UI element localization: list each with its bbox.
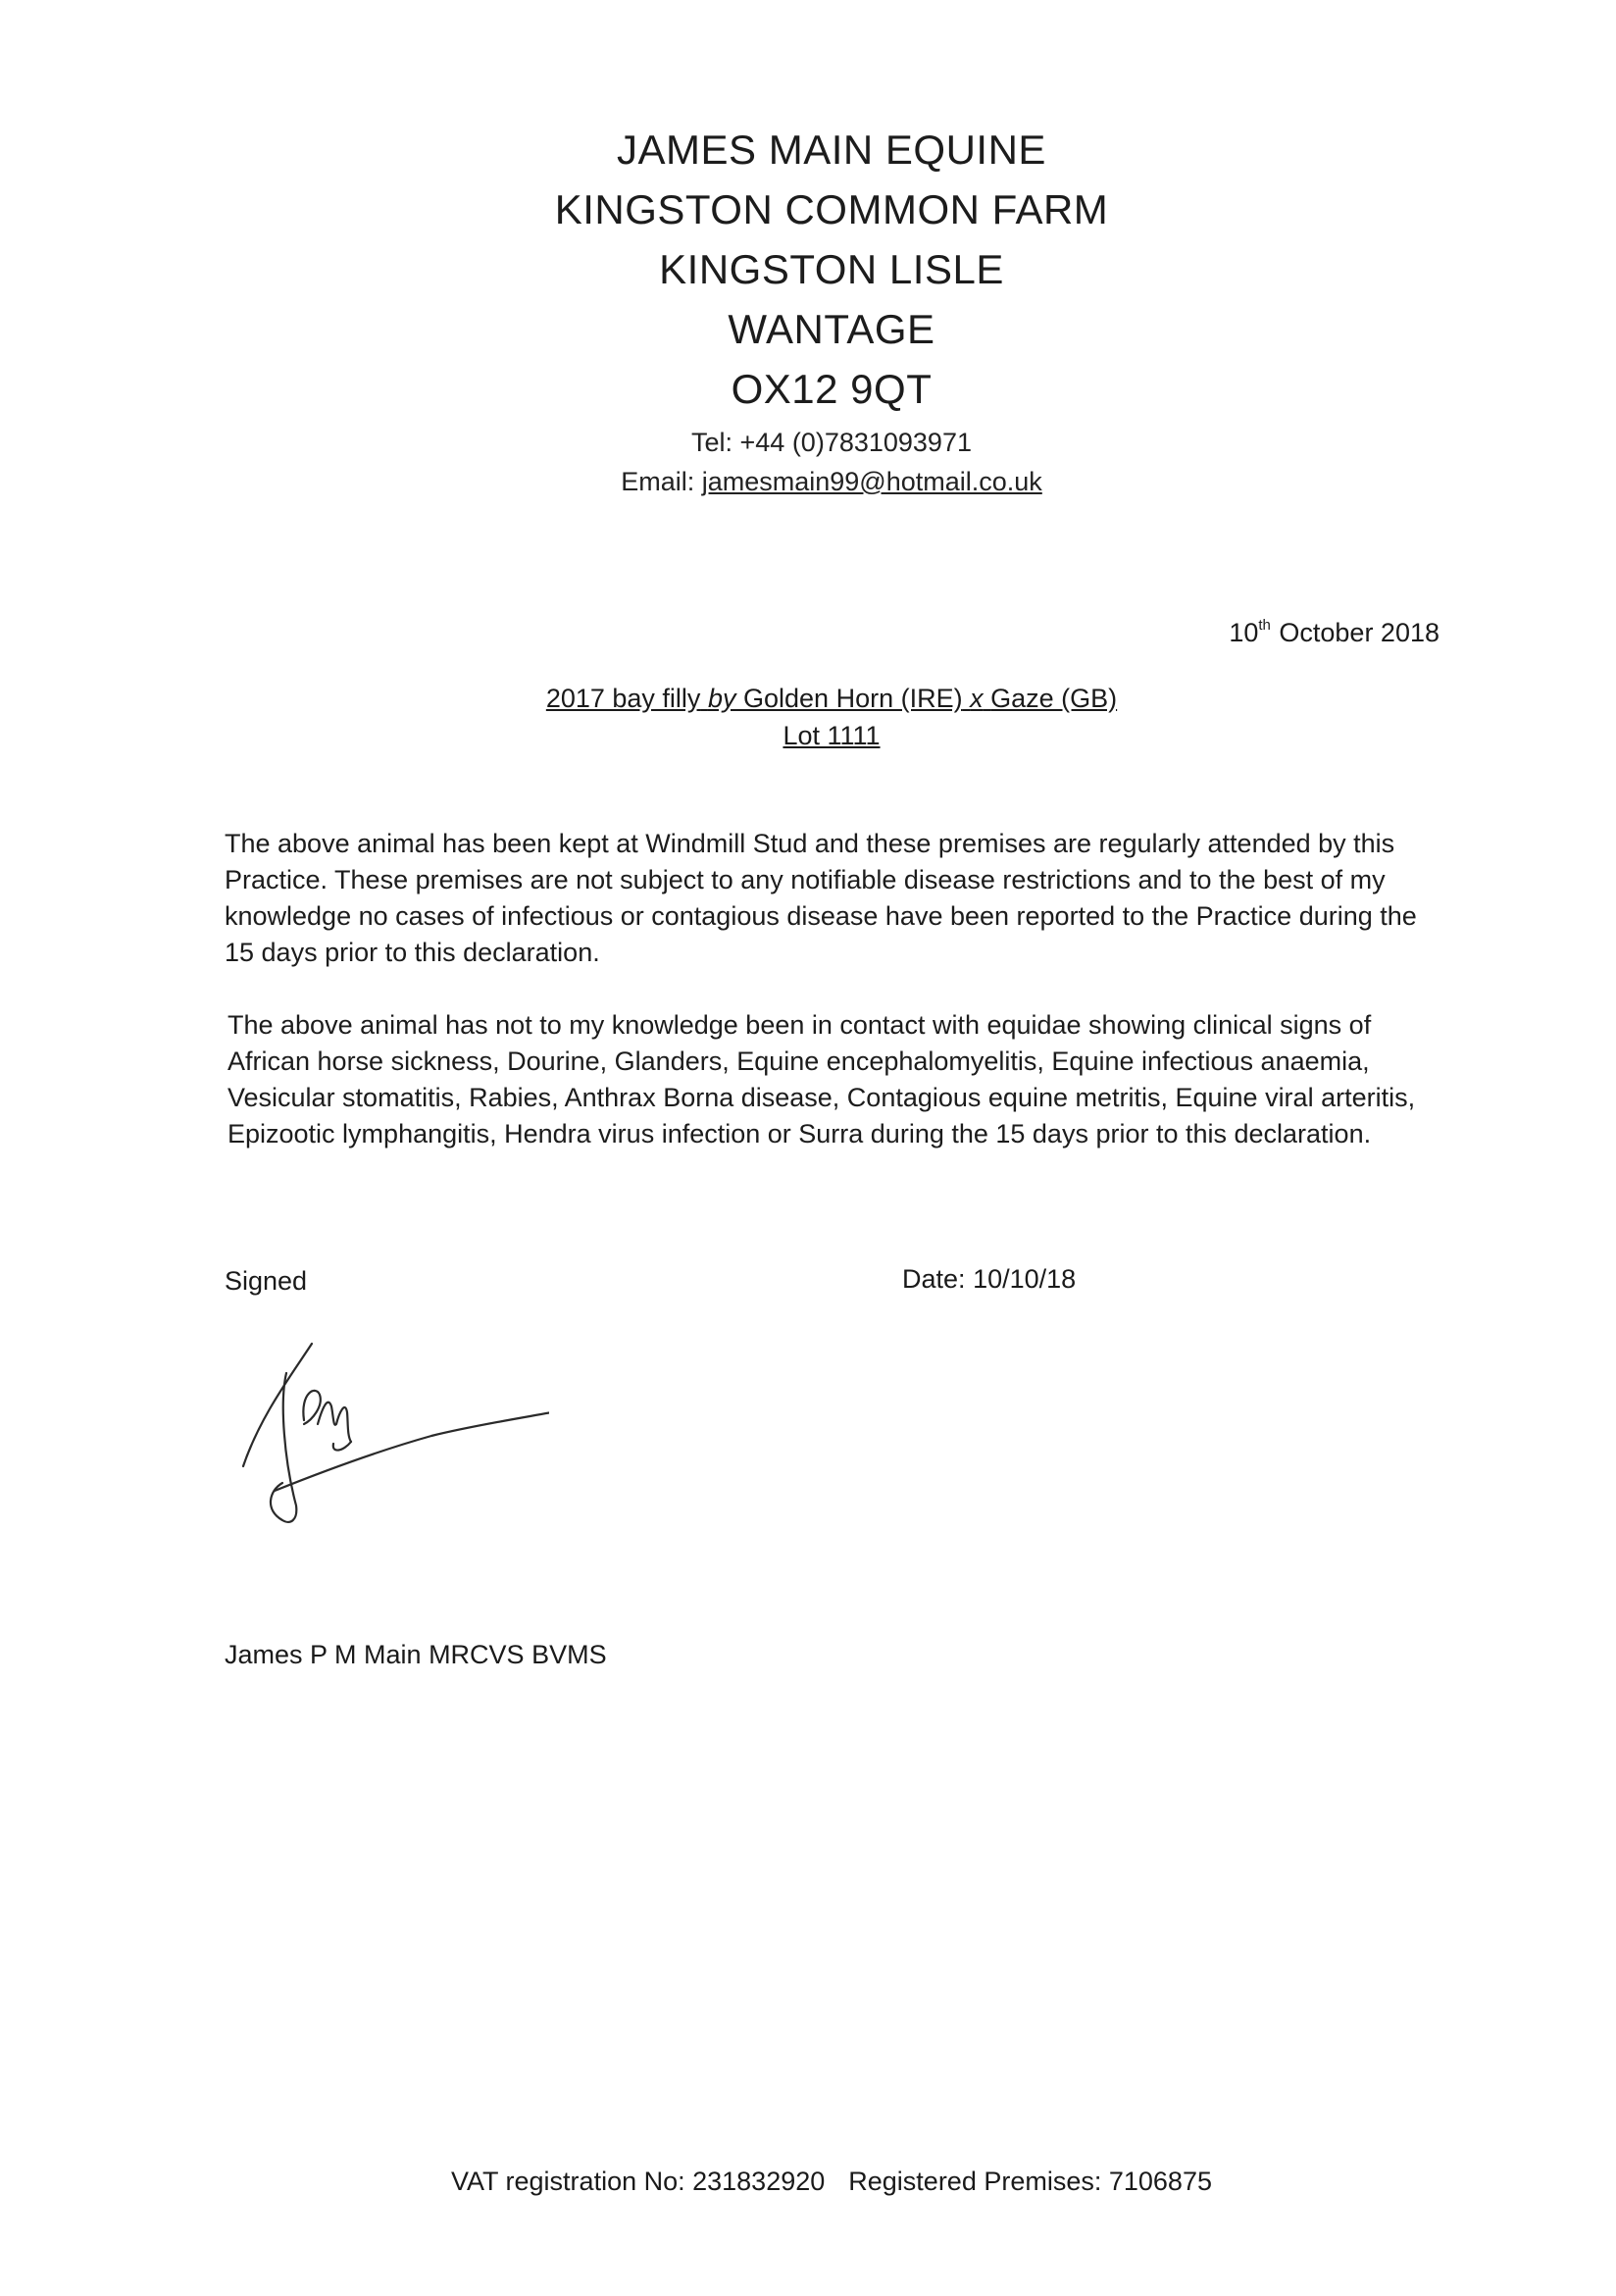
body-paragraph-2: The above animal has not to my knowledge been in contact with equidae showing clinical signs of African horse sickness, Dourine, Glanders, Equine encephalomyelitis, Equine infectious anaemia, Vesicular stomatitis, Rabies, Anthrax Borna disease, Contagious equine metritis, Equine viral arteritis, Epizootic lymphangitis, Hendra virus infection or Surra during the 15 days prior to this declaration. xyxy=(227,1010,1416,1148)
telephone: Tel: +44 (0)7831093971 xyxy=(691,428,972,457)
practice-name: JAMES MAIN EQUINE xyxy=(617,127,1046,173)
registered-premises: Registered Premises: 7106875 xyxy=(848,2167,1212,2196)
address-line-1: KINGSTON COMMON FARM xyxy=(554,186,1109,232)
signature-stroke-p xyxy=(303,1391,320,1424)
subject-dam: Gaze (GB) xyxy=(990,684,1118,713)
subject-heading xyxy=(0,680,1616,754)
signature-stroke-slash xyxy=(243,1344,312,1466)
letter-date-rest: October 2018 xyxy=(1279,618,1439,647)
signature-stroke-j xyxy=(271,1373,296,1522)
body-paragraph-1: The above animal has been kept at Windmill Stud and these premises are regularly attended by this Practice. These premises are not subject to any notifiable disease restrictions and to the best of my knowledge no cases of infectious or contagious disease have been reported to the Practice during the 15 days prior to this declaration. xyxy=(225,829,1417,967)
address-line-2: KINGSTON LISLE xyxy=(659,246,1004,292)
letter-date-day: 10 xyxy=(1229,618,1259,647)
signature-date-label: Date: xyxy=(902,1264,966,1294)
subject-sire: Golden Horn (IRE) xyxy=(743,684,963,713)
address-postcode: OX12 9QT xyxy=(731,366,933,412)
handwritten-signature xyxy=(235,1334,549,1540)
subject-lot: Lot 1111 xyxy=(783,721,881,750)
signature-stroke-m xyxy=(318,1403,351,1442)
subject-prefix: 2017 bay filly xyxy=(545,684,701,713)
subject-cross: x xyxy=(970,684,984,713)
email-line xyxy=(0,462,1616,501)
email-link[interactable]: jamesmain99@hotmail.co.uk xyxy=(701,467,1042,496)
signature-date xyxy=(902,1260,1076,1298)
subject-line xyxy=(0,680,1616,717)
signature-stroke-loop xyxy=(333,1442,351,1451)
signature-date-value: 10/10/18 xyxy=(973,1264,1077,1294)
subject-by: by xyxy=(707,684,736,713)
letter-date xyxy=(1229,606,1439,652)
email-label: Email: xyxy=(621,467,695,496)
letter-date-suffix: th xyxy=(1258,617,1271,634)
address-town: WANTAGE xyxy=(728,306,935,352)
signature-stroke-underline xyxy=(275,1412,549,1491)
letterhead xyxy=(0,120,1616,501)
vat-registration: VAT registration No: 231832920 xyxy=(451,2167,826,2196)
signatory-name: James P M Main MRCVS BVMS xyxy=(225,1640,607,1669)
signed-label: Signed xyxy=(225,1266,308,1296)
footer xyxy=(0,2163,1616,2200)
